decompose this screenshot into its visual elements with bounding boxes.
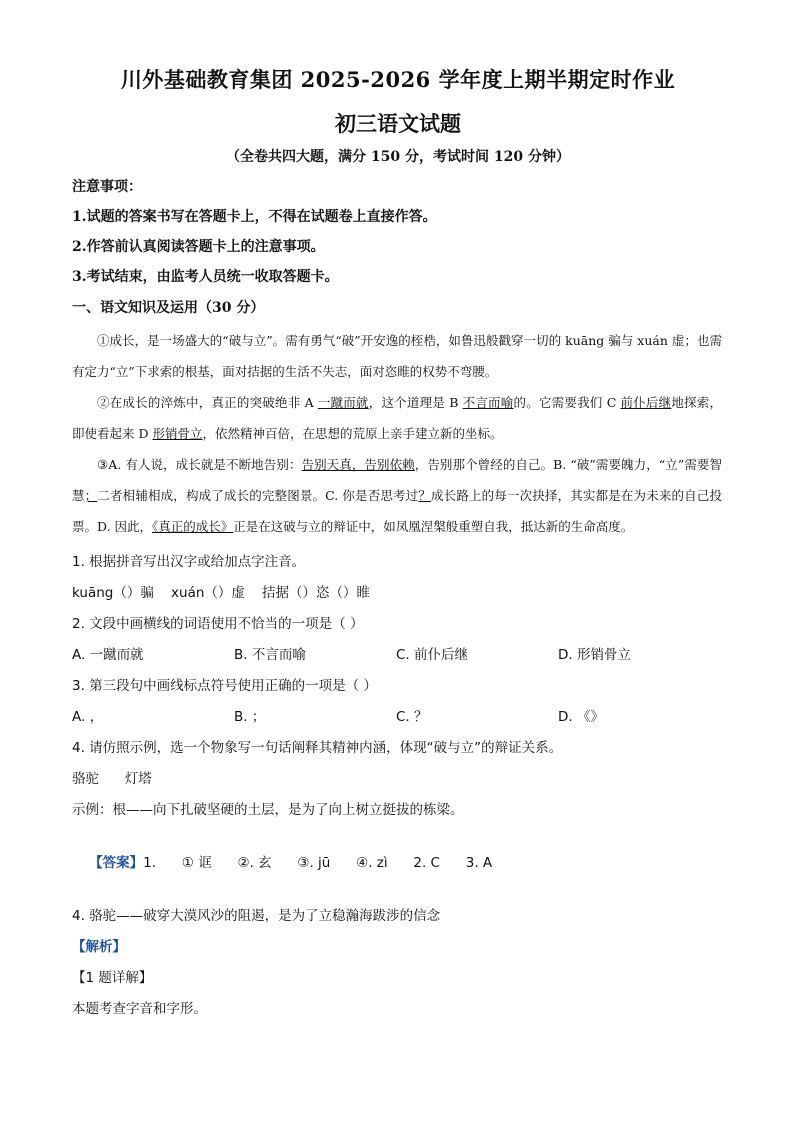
underlined-word: 前仆后继 — [620, 395, 672, 410]
option-d: D. 形销骨立 — [558, 647, 631, 663]
notice-title: 注意事项： — [72, 179, 142, 195]
answer-text: 1. ① 诓 ②. 玄 ③. jū ④. zì 2. C 3. A — [143, 855, 493, 871]
question-1: 1. 根据拼音写出汉字或给加点字注音。 — [72, 554, 306, 570]
section-heading: 一、语文知识及运用（30 分） — [72, 300, 265, 316]
underlined-punctuation: ？ — [418, 488, 432, 503]
exam-page — [72, 64, 724, 1020]
analysis-detail-text: 本题考查字音和字形。 — [72, 1001, 207, 1017]
analysis-detail-title: 【1 题详解】 — [72, 970, 153, 986]
answer-tag: 【答案】 — [89, 855, 144, 871]
passage-text: ③A. 有人说，成长就是不断地告别： — [97, 457, 302, 472]
underlined-punctuation: ； — [84, 488, 98, 503]
question-1-line: kuāng（）骗 xuán（）虚 拮据（）恣（）睢 — [72, 585, 371, 601]
notice-item-1: 1.试题的答案书写在答题卡上，不得在试题卷上直接作答。 — [72, 209, 437, 225]
underlined-word: 形销骨立 — [152, 426, 203, 441]
option-c: C. 前仆后继 — [396, 647, 469, 663]
notice-item-3: 3.考试结束，由监考人员统一收取答题卡。 — [72, 269, 339, 285]
question-2-options — [72, 644, 724, 666]
question-4: 4. 请仿照示例，选一个物象写一句话阐释其精神内涵，体现“破与立”的辩证关系。 — [72, 740, 563, 756]
passage-text: 成长路上的每一次抉择，其实都是在为未来的自己投票。D. 因此， — [72, 488, 722, 534]
exam-title: 川外基础教育集团 2025-2026 学年度上期半期定时作业 — [120, 67, 676, 92]
passage-paragraph-2 — [72, 387, 724, 449]
passage-text: 二者相辅相成，构成了成长的完整图景。C. 你是否思考过 — [97, 488, 419, 503]
analysis-tag: 【解析】 — [72, 939, 126, 955]
passage-text: ，告别那个曾经的自己。B. “破”需要魄力，“立”需要智慧 — [72, 457, 722, 503]
underlined-word: 一蹴而就 — [317, 395, 369, 410]
option-c: C. ？ — [396, 709, 428, 725]
exam-subtitle: 初三语文试题 — [335, 111, 461, 136]
option-a: A. ， — [72, 709, 104, 725]
passage-text: 正是在这破与立的辩证中，如凤凰涅槃般重塑自我，抵达新的生命高度。 — [233, 519, 634, 534]
question-2: 2. 文段中画横线的词语使用不恰当的一项是（ ） — [72, 616, 364, 632]
question-3-options — [72, 706, 724, 728]
passage-paragraph-1: ①成长，是一场盛大的“破与立”。需有勇气“破”开安逸的桎梏，如鲁迅般戳穿一切的 kuāng 骗与 xuán 虚；也需有定力“立”下求索的根基，面对拮据的生活不失志，面对恣睢的权势不弯腰。 — [72, 333, 722, 379]
question-3: 3. 第三段句中画线标点符号使用正确的一项是（ ） — [72, 678, 377, 694]
analysis-tag-line — [72, 936, 724, 958]
option-b: B. 不言而喻 — [234, 647, 306, 663]
passage-text: ，这个道理是 B — [368, 395, 463, 410]
passage-text: 的。它需要我们 C — [513, 395, 621, 410]
passage-text: 地探索，即使看起来 D — [72, 395, 722, 441]
question-4-example: 示例：根——向下扎破坚硬的土层，是为了向上树立挺拔的栋梁。 — [72, 802, 464, 818]
option-b: B. ； — [234, 709, 266, 725]
answer-line — [72, 830, 724, 896]
option-d: D. 《》 — [558, 709, 604, 725]
underlined-word: 不言而喻 — [462, 395, 514, 410]
passage-text: ②在成长的淬炼中，真正的突破绝非 A — [97, 395, 318, 410]
answer-line-2: 4. 骆驼——破穿大漠风沙的阻遏，是为了立稳瀚海跋涉的信念 — [72, 908, 441, 924]
option-a: A. 一蹴而就 — [72, 647, 144, 663]
underlined-phrase: 告别天真，告别依赖 — [301, 457, 415, 472]
passage-text: ，依然精神百倍，在思想的荒原上亲手建立新的坐标。 — [202, 426, 503, 441]
underlined-punctuation: 《真正的成长》 — [152, 519, 234, 534]
question-4-items: 骆驼 灯塔 — [72, 771, 152, 787]
exam-note: （全卷共四大题，满分 150 分，考试时间 120 分钟） — [226, 149, 570, 165]
notice-item-2: 2.作答前认真阅读答题卡上的注意事项。 — [72, 239, 325, 255]
passage-paragraph-3 — [72, 449, 724, 542]
